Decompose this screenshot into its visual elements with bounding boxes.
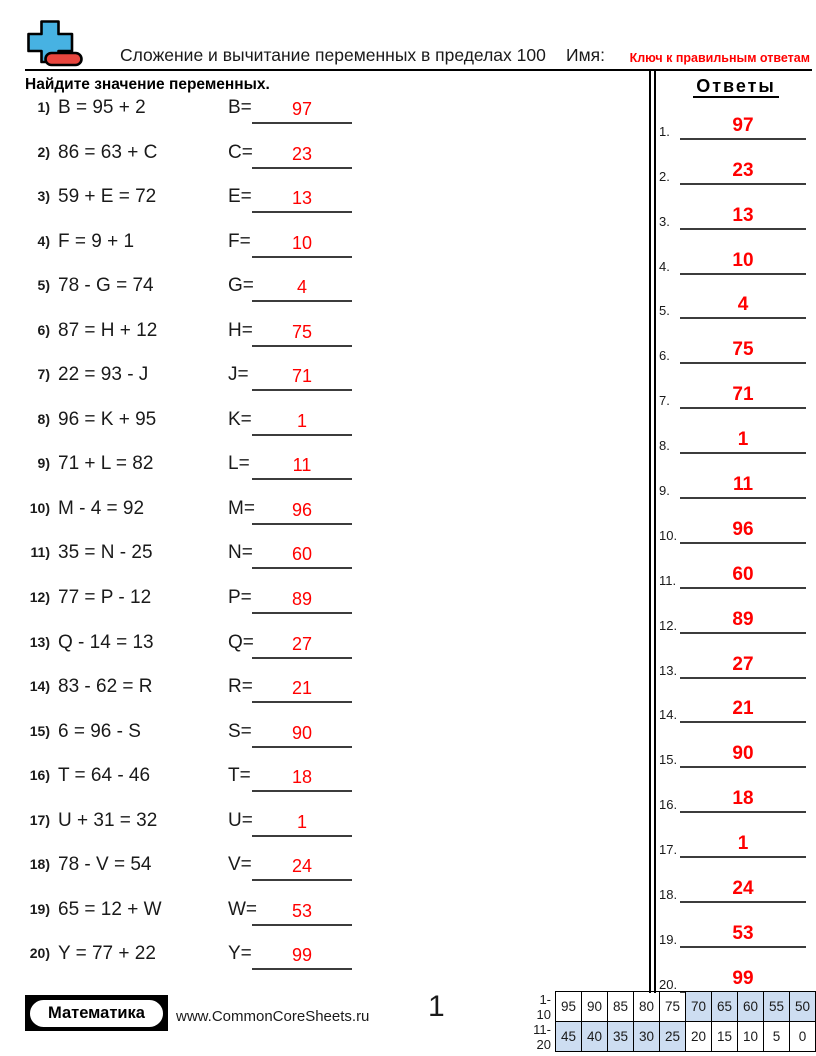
score-cell: 85 [608, 992, 634, 1022]
answer-blank [680, 382, 806, 409]
answer-number: 19. [659, 931, 678, 947]
problem-answer: 96 [291, 499, 313, 520]
answer-number: 9. [659, 483, 670, 499]
problem-row [0, 135, 650, 180]
problem-answer: 10 [291, 232, 313, 253]
answer-row [656, 499, 816, 544]
problem-variable-label: K= [228, 408, 252, 430]
problem-number: 7) [37, 366, 50, 383]
answer-blank [680, 248, 806, 275]
answer-row [656, 185, 816, 230]
answer-number: 16. [659, 797, 678, 813]
score-cell: 45 [556, 1022, 582, 1052]
problem-answer: 21 [291, 678, 313, 699]
answer-row [656, 409, 816, 454]
problem-equation: 71 + L = 82 [58, 453, 154, 475]
answer-number: 11. [659, 572, 677, 588]
problem-variable-label: T= [228, 765, 251, 787]
answer-number: 1. [659, 123, 670, 139]
plus-minus-logo-icon [27, 20, 85, 68]
answer-blank [680, 113, 806, 140]
problem-row [0, 669, 650, 714]
answer-blank [680, 472, 806, 499]
problem-equation: 78 - G = 74 [58, 275, 154, 297]
problem-variable-label: W= [228, 898, 258, 920]
problem-number: 11) [30, 544, 50, 561]
answer-value: 24 [732, 878, 754, 900]
answers-panel [656, 71, 816, 992]
problem-variable-label: C= [228, 141, 253, 163]
problem-answer-blank [252, 95, 352, 124]
problem-variable-label: B= [228, 97, 252, 118]
brand-badge [25, 995, 168, 1031]
problem-variable-label: N= [228, 542, 253, 564]
problem-row [0, 268, 650, 313]
answer-row [656, 230, 816, 275]
answer-blank [680, 786, 806, 813]
answer-number: 6. [659, 348, 670, 364]
score-cell: 70 [686, 992, 712, 1022]
answer-blank [680, 607, 806, 634]
problem-answer-blank [252, 808, 352, 837]
answer-row [656, 948, 816, 993]
answer-value: 90 [732, 743, 754, 765]
problem-answer-blank [252, 407, 352, 436]
problem-equation: B = 95 + 2 [58, 97, 146, 118]
score-cell: 60 [738, 992, 764, 1022]
problem-number: 9) [37, 455, 50, 472]
problem-number: 1) [37, 99, 50, 115]
answer-row [656, 813, 816, 858]
answer-number: 7. [659, 393, 670, 409]
problem-answer-blank [252, 540, 352, 569]
answer-value: 23 [732, 159, 754, 181]
answer-number: 8. [659, 438, 670, 454]
problem-answer-blank [252, 229, 352, 258]
problem-answer: 90 [291, 722, 313, 743]
answer-value: 71 [732, 384, 754, 406]
answer-blank [680, 427, 806, 454]
problem-equation: 78 - V = 54 [58, 854, 152, 876]
answer-number: 20. [659, 976, 678, 992]
problem-row [0, 936, 650, 981]
problem-equation: 35 = N - 25 [58, 542, 153, 564]
answer-value: 21 [732, 698, 754, 720]
score-cell: 30 [634, 1022, 660, 1052]
problem-answer: 1 [296, 410, 307, 431]
grading-table [528, 991, 816, 1052]
problem-answer: 97 [291, 99, 313, 119]
problem-number: 19) [29, 900, 50, 917]
problem-number: 6) [37, 321, 50, 338]
problem-variable-label: V= [228, 854, 252, 876]
score-cell: 95 [556, 992, 582, 1022]
answer-number: 3. [659, 213, 670, 229]
problem-answer: 75 [291, 321, 313, 342]
problem-equation: F = 9 + 1 [58, 230, 135, 252]
problem-variable-label: G= [228, 275, 254, 297]
problem-variable-label: Q= [228, 631, 254, 653]
answer-row [656, 275, 816, 320]
answer-value: 53 [732, 922, 754, 944]
problem-number: 8) [37, 410, 50, 427]
answer-blank [680, 652, 806, 679]
problem-row [0, 491, 650, 536]
problem-variable-label: E= [228, 186, 252, 208]
answer-value: 18 [732, 788, 754, 810]
problem-answer-blank [252, 763, 352, 792]
problem-answer-blank [252, 630, 352, 659]
problem-variable-label: S= [228, 720, 252, 742]
worksheet-title: Сложение и вычитание переменных в пределах 100 [120, 45, 546, 65]
problem-row [0, 803, 650, 848]
problem-answer-blank [252, 941, 352, 970]
problem-number: 13) [29, 633, 50, 650]
problem-equation: 96 = K + 95 [58, 408, 157, 430]
score-cell: 10 [738, 1022, 764, 1052]
score-cell: 55 [764, 992, 790, 1022]
problem-number: 4) [37, 232, 50, 249]
problem-row [0, 847, 650, 892]
answer-blank [680, 831, 806, 858]
problem-answer: 60 [291, 544, 313, 565]
problem-answer-blank [252, 496, 352, 525]
answer-blank [680, 562, 806, 589]
page-number: 1 [428, 990, 445, 1023]
problem-answer-blank [252, 140, 352, 169]
problem-equation: 87 = H + 12 [58, 319, 158, 341]
answer-number: 13. [659, 662, 678, 678]
score-cell: 20 [686, 1022, 712, 1052]
problem-number: 18) [29, 856, 50, 873]
problem-equation: 86 = 63 + C [58, 141, 158, 163]
answer-value: 99 [732, 967, 754, 989]
answer-row [656, 634, 816, 679]
problem-number: 14) [29, 678, 50, 695]
answer-blank [680, 203, 806, 230]
grading-row-1-10 [528, 992, 816, 1022]
answer-row [656, 95, 816, 140]
problem-number: 17) [29, 811, 50, 828]
name-label: Имя: [566, 45, 605, 65]
score-cell: 65 [712, 992, 738, 1022]
column-divider [649, 71, 656, 993]
grading-row-11-20 [528, 1022, 816, 1052]
problem-row [0, 535, 650, 580]
answer-number: 2. [659, 168, 670, 184]
problem-variable-label: R= [228, 676, 253, 698]
problem-answer: 13 [291, 188, 313, 209]
problem-answer: 24 [291, 856, 313, 877]
score-range-label: 1-10 [536, 991, 551, 1022]
problem-equation: Q - 14 = 13 [58, 631, 154, 653]
score-cell: 0 [790, 1022, 816, 1052]
answer-blank [680, 876, 806, 903]
answer-value: 13 [732, 204, 754, 226]
answer-value: 60 [732, 563, 754, 585]
problem-row [0, 625, 650, 670]
answer-row [656, 140, 816, 185]
score-cell: 35 [608, 1022, 634, 1052]
answer-row [656, 768, 816, 813]
answer-blank [680, 158, 806, 185]
problem-answer-blank [252, 719, 352, 748]
answer-number: 18. [659, 887, 678, 903]
answer-row [656, 858, 816, 903]
answer-value: 10 [732, 249, 754, 271]
problem-answer: 11 [292, 455, 312, 476]
problem-number: 5) [37, 277, 50, 294]
answer-blank [680, 741, 806, 768]
problem-variable-label: J= [228, 364, 249, 386]
problem-number: 20) [29, 945, 50, 962]
problem-number: 10) [29, 499, 50, 516]
problem-equation: M - 4 = 92 [58, 497, 145, 519]
problem-number: 2) [37, 143, 50, 160]
problem-row [0, 179, 650, 224]
problem-variable-label: L= [228, 453, 250, 475]
answer-row [656, 723, 816, 768]
problem-answer: 71 [291, 366, 313, 387]
problem-answer-blank [252, 674, 352, 703]
answer-value: 11 [732, 474, 754, 496]
problem-row [0, 402, 650, 447]
problem-row [0, 446, 650, 491]
problem-equation: U + 31 = 32 [58, 809, 158, 831]
answers-list [656, 95, 816, 993]
problem-answer-blank [252, 273, 352, 302]
problem-row [0, 892, 650, 937]
answer-value: 1 [737, 833, 749, 855]
answer-key-label: Ключ к правильным ответам [629, 51, 810, 65]
problem-number: 3) [37, 188, 50, 205]
answer-value: 89 [732, 608, 754, 630]
answer-number: 15. [659, 752, 678, 768]
problem-variable-label: P= [228, 587, 252, 609]
answer-blank [680, 337, 806, 364]
problem-answer-blank [252, 585, 352, 614]
answer-value: 1 [737, 429, 749, 451]
answer-number: 4. [659, 258, 670, 274]
problem-answer: 27 [291, 633, 313, 654]
answer-value: 75 [732, 339, 754, 361]
answer-blank [680, 966, 806, 993]
problem-number: 15) [29, 722, 50, 739]
problem-equation: 65 = 12 + W [58, 898, 162, 920]
problem-row [0, 90, 650, 135]
answers-panel-title-text: Ответы [693, 76, 779, 98]
problem-answer: 89 [291, 589, 313, 610]
problem-answer: 4 [296, 277, 307, 298]
score-cell: 15 [712, 1022, 738, 1052]
answer-value: 97 [732, 114, 754, 136]
answer-row [656, 454, 816, 499]
answers-panel-title [656, 76, 816, 97]
problem-row [0, 313, 650, 358]
problem-row [0, 714, 650, 759]
problem-answer: 53 [291, 900, 313, 921]
problem-equation: 77 = P - 12 [58, 587, 152, 609]
answer-row [656, 364, 816, 409]
problem-equation: 6 = 96 - S [58, 720, 141, 742]
score-cell: 5 [764, 1022, 790, 1052]
problem-variable-label: Y= [228, 943, 252, 965]
problem-answer-blank [252, 451, 352, 480]
answer-value: 27 [732, 653, 754, 675]
answer-row [656, 589, 816, 634]
problem-equation: 59 + E = 72 [58, 186, 157, 208]
problem-variable-label: U= [228, 809, 253, 831]
answer-number: 14. [659, 707, 678, 723]
answer-blank [680, 292, 806, 319]
problem-answer-blank [252, 318, 352, 347]
problem-number: 12) [29, 589, 50, 606]
score-cell: 80 [634, 992, 660, 1022]
score-range-label: 11-20 [533, 1021, 551, 1052]
problem-answer: 1 [296, 811, 307, 832]
problem-answer-blank [252, 897, 352, 926]
answer-blank [680, 517, 806, 544]
answer-row [656, 319, 816, 364]
score-cell: 40 [582, 1022, 608, 1052]
problem-equation: 83 - 62 = R [58, 676, 153, 698]
problem-number: 16) [29, 767, 50, 784]
brand-name: Математика [29, 999, 164, 1028]
problem-equation: 22 = 93 - J [58, 364, 149, 386]
answer-number: 5. [659, 303, 670, 319]
answer-value: 4 [737, 294, 749, 316]
problem-answer-blank [252, 184, 352, 213]
problems-list [0, 90, 650, 981]
problem-answer-blank [252, 362, 352, 391]
problem-answer-blank [252, 852, 352, 881]
score-cell: 25 [660, 1022, 686, 1052]
problem-row [0, 224, 650, 269]
answer-number: 17. [659, 842, 678, 858]
problem-answer: 18 [291, 767, 313, 788]
problem-row [0, 357, 650, 402]
problem-row [0, 758, 650, 803]
score-cell: 90 [582, 992, 608, 1022]
problem-equation: Y = 77 + 22 [58, 943, 156, 965]
answer-row [656, 903, 816, 948]
answer-row [656, 679, 816, 724]
answer-number: 12. [659, 617, 678, 633]
problem-equation: T = 64 - 46 [58, 765, 151, 787]
score-cell: 50 [790, 992, 816, 1022]
website-text: www.CommonCoreSheets.ru [176, 1008, 370, 1025]
answer-value: 96 [732, 518, 754, 540]
answer-row [656, 544, 816, 589]
problem-answer: 99 [291, 945, 313, 966]
problem-answer: 23 [291, 143, 313, 164]
problem-variable-label: M= [228, 497, 255, 519]
score-cell: 75 [660, 992, 686, 1022]
answer-blank [680, 921, 806, 948]
answer-blank [680, 696, 806, 723]
problem-variable-label: F= [228, 230, 251, 252]
problem-variable-label: H= [228, 319, 253, 341]
instruction-text: Найдите значение переменных. [25, 76, 270, 93]
problem-row [0, 580, 650, 625]
answer-number: 10. [659, 527, 678, 543]
